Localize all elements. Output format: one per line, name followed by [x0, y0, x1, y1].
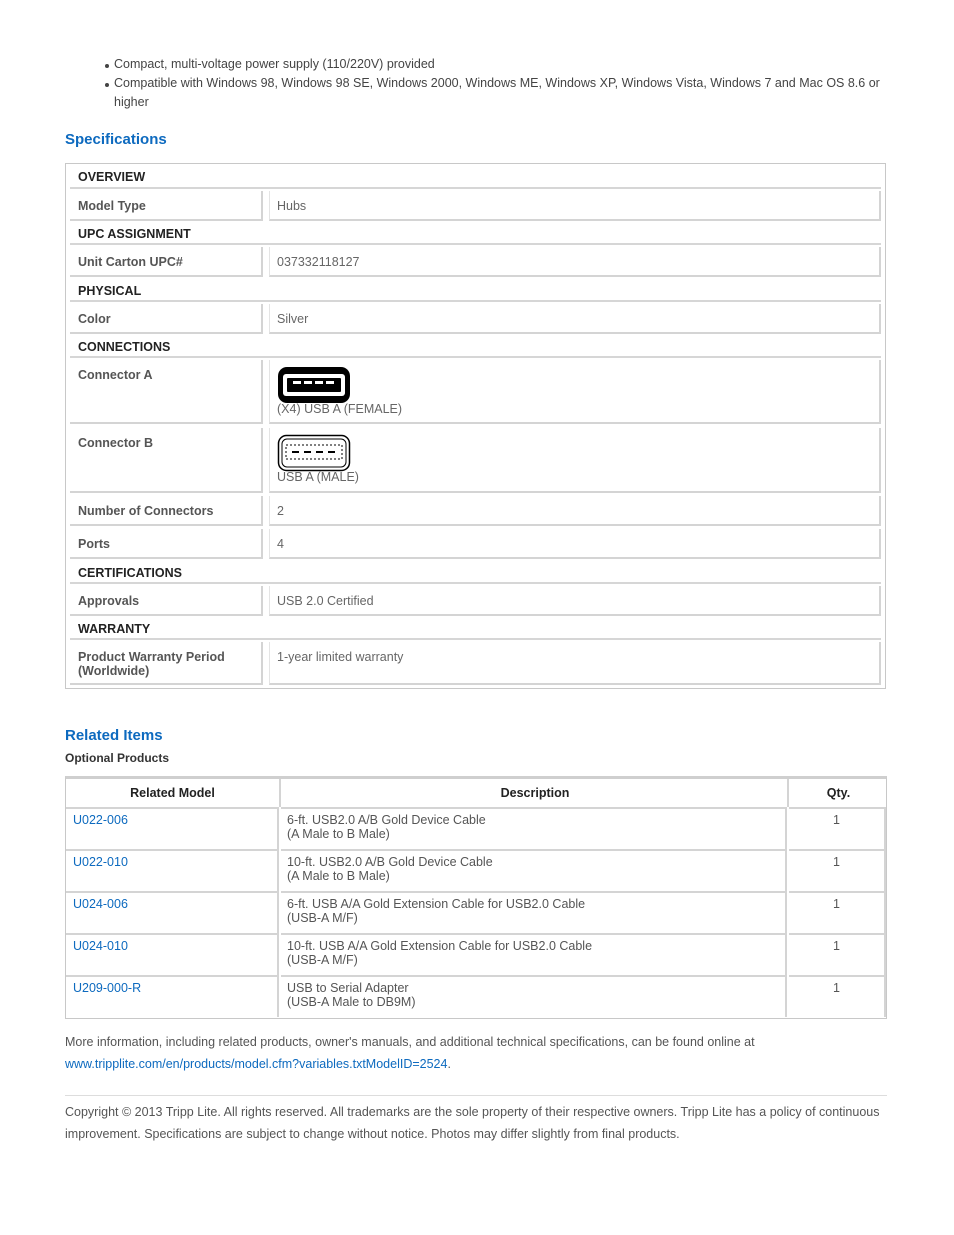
related-items-heading: Related Items [65, 727, 163, 744]
description-line: (A Male to B Male) [287, 827, 390, 841]
copyright-line: Copyright © 2013 Tripp Lite. All rights reserved. All trademarks are the sole property of their respective owners. Tripp Lite has a policy of continuous [65, 1105, 880, 1119]
table-row [66, 849, 886, 891]
related-items-table [65, 776, 887, 1019]
related-model-link[interactable]: U022-010 [73, 855, 128, 869]
more-info-suffix: . [447, 1057, 451, 1071]
table-row [66, 807, 886, 849]
qty-value: 1 [833, 813, 840, 827]
spec-value: 037332118127 [277, 255, 360, 269]
related-model-link[interactable]: U022-006 [73, 813, 128, 827]
spec-row-ports [70, 529, 881, 559]
qty-value: 1 [833, 981, 840, 995]
usb-a-male-icon [277, 434, 351, 472]
spec-value: (X4) USB A (FEMALE) [277, 402, 403, 416]
related-model-link[interactable]: U209-000-R [73, 981, 142, 995]
spec-label: Color [78, 312, 111, 326]
spec-label: Connector B [78, 436, 153, 450]
qty-value: 1 [833, 939, 840, 953]
description-line: (A Male to B Male) [287, 869, 390, 883]
description-line: (USB-A M/F) [287, 953, 358, 967]
optional-products-subheading: Optional Products [65, 751, 170, 765]
spec-label: Number of Connectors [78, 504, 214, 518]
description-line: 6-ft. USB A/A Gold Extension Cable for USB2.0 Cable [287, 897, 586, 911]
spec-value: 2 [277, 504, 284, 518]
spec-value: 4 [277, 537, 284, 551]
spec-section-label: PHYSICAL [78, 284, 142, 298]
spec-section-label: OVERVIEW [78, 170, 146, 184]
spec-section-overview [70, 164, 881, 189]
feature-item-text-cont: higher [114, 95, 149, 109]
spec-section-certifications [70, 560, 881, 584]
description-line: 10-ft. USB2.0 A/B Gold Device Cable [287, 855, 493, 869]
spec-row-number-of-connectors [70, 496, 881, 526]
spec-row-connector-a [70, 360, 881, 424]
spec-label: Model Type [78, 199, 146, 213]
more-info-text: More information, including related products, owner's manuals, and additional technical specifications, can be found online at [65, 1035, 755, 1049]
column-header-qty: Qty. [787, 779, 888, 807]
spec-label: Connector A [78, 368, 153, 382]
spec-row-color [70, 304, 881, 334]
description-line: 6-ft. USB2.0 A/B Gold Device Cable [287, 813, 486, 827]
qty-value: 1 [833, 855, 840, 869]
table-row [66, 975, 886, 1017]
description-line: (USB-A Male to DB9M) [287, 995, 416, 1009]
spec-section-connections [70, 334, 881, 358]
spec-row-upc [70, 247, 881, 277]
column-header-model: Related Model [130, 786, 215, 800]
spec-row-connector-b [70, 428, 881, 493]
spec-section-warranty [70, 616, 881, 640]
copyright-line: improvement. Specifications are subject to change without notice. Photos may differ slightly from final products. [65, 1127, 680, 1141]
copyright-paragraph [65, 1101, 887, 1145]
spec-label: Unit Carton UPC# [78, 255, 183, 269]
description-line: 10-ft. USB A/A Gold Extension Cable for USB2.0 Cable [287, 939, 593, 953]
related-model-link[interactable]: U024-006 [73, 897, 128, 911]
feature-item-text: Compatible with Windows 98, Windows 98 SE, Windows 2000, Windows ME, Windows XP, Windows Vista, Windows 7 and Mac OS 8.6 or [114, 76, 880, 90]
spec-label: Product Warranty Period (Worldwide) [78, 650, 225, 678]
spec-label: Ports [78, 537, 110, 551]
related-model-link[interactable]: U024-010 [73, 939, 128, 953]
spec-section-label: UPC ASSIGNMENT [78, 227, 191, 241]
spec-value: 1-year limited warranty [277, 650, 404, 664]
spec-value: USB A (MALE) [277, 470, 359, 484]
description-line: (USB-A M/F) [287, 911, 358, 925]
spec-label: Approvals [78, 594, 140, 608]
footer-divider [65, 1095, 887, 1096]
spec-section-upc [70, 221, 881, 245]
specifications-table [65, 163, 886, 689]
specifications-heading: Specifications [65, 131, 167, 148]
spec-section-label: CONNECTIONS [78, 340, 171, 354]
feature-list [104, 55, 894, 112]
more-info-paragraph [65, 1031, 887, 1075]
feature-item [104, 74, 894, 112]
feature-item: Compact, multi-voltage power supply (110/220V) provided [104, 55, 894, 74]
spec-row-approvals [70, 586, 881, 616]
usb-a-female-icon [277, 366, 351, 404]
table-row [66, 891, 886, 933]
spec-row-warranty [70, 642, 881, 685]
spec-value: Hubs [277, 199, 307, 213]
table-row [66, 933, 886, 975]
spec-section-physical [70, 278, 881, 302]
column-header-description: Description [279, 779, 789, 807]
product-page-link[interactable]: www.tripplite.com/en/products/model.cfm?variables.txtModelID=2524 [65, 1057, 448, 1071]
spec-section-label: WARRANTY [78, 622, 151, 636]
qty-value: 1 [833, 897, 840, 911]
spec-section-label: CERTIFICATIONS [78, 566, 182, 580]
description-line: USB to Serial Adapter [287, 981, 409, 995]
spec-row-model-type [70, 191, 881, 221]
spec-value: Silver [277, 312, 309, 326]
spec-value: USB 2.0 Certified [277, 594, 374, 608]
